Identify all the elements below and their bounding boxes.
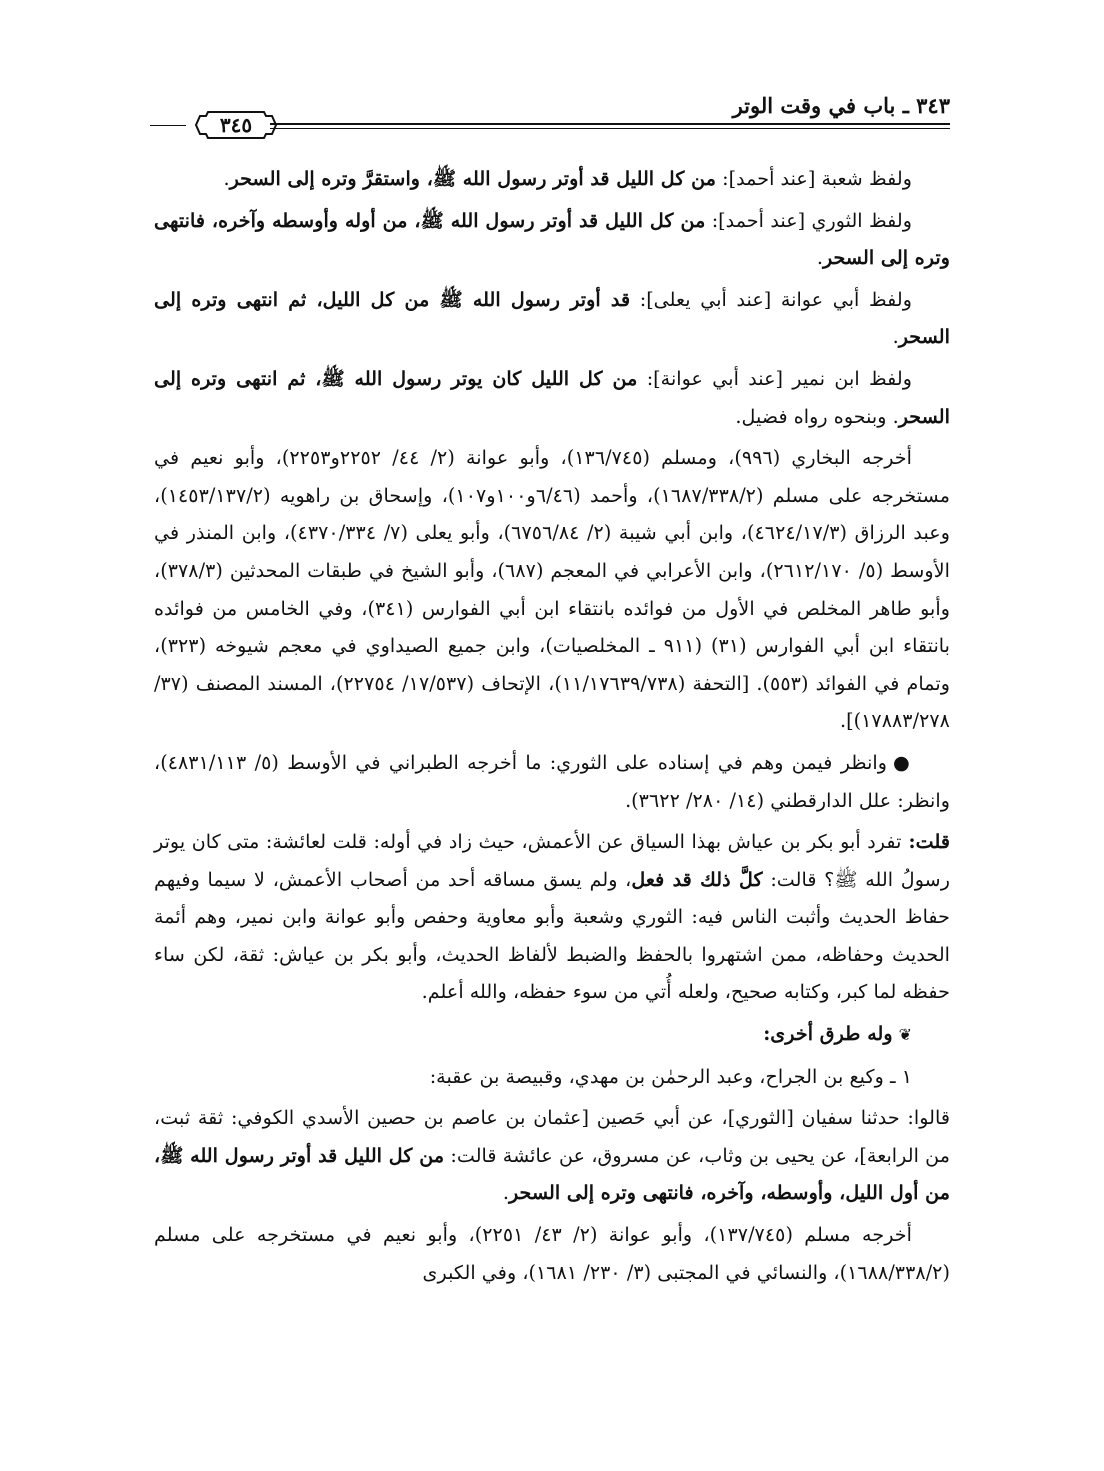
commentary-text: ، ولم يسق مساقه أحد من أصحاب الأعمش، لا سيما وفيهم حفاظ الحديث وأثبت الناس فيه: الثوري وشعبة وأبو معاوية وحفص وأبو عوانة وابن نمير، وهم أئمة الحديث وحفاظه، ممن اشتهروا بالحفظ والضبط لألفاظ الحديث، وأبو بكر بن عياش: ثقة، لكن ساء حفظه لما كبر، وكتابه صحيح، ولعله أُتي من سوء حفظه، والله أعلم. xyxy=(154,867,950,1004)
page-header xyxy=(150,92,950,140)
header-rule-left xyxy=(150,125,186,126)
bullet-icon: ● xyxy=(893,750,912,774)
paragraph xyxy=(154,281,950,356)
note-text: وانظر فيمن وهم في إسناده على الثوري: ما أخرجه الطبراني في الأوسط (٥/ ٤٨٣١/١١٣)، وانظر: علل الدارقطني (١٤/ ٢٨٠/ ٣٦٢٢). xyxy=(154,750,950,812)
paragraph xyxy=(154,1099,950,1212)
commentary-paragraph xyxy=(154,823,950,1011)
hadith-text: من كل الليل كان يوتر رسول الله ﷺ، ثم انتهى وتره إلى السحر xyxy=(154,366,950,428)
header-rule-thin xyxy=(270,128,950,129)
narration-tail: . xyxy=(502,1181,509,1205)
paragraph xyxy=(154,360,950,435)
page-number-badge xyxy=(194,110,278,140)
page-number: ٣٤٥ xyxy=(219,113,253,137)
hadith-text: قد أوتر رسول الله ﷺ من كل الليل، ثم انتهى وتره إلى السحر xyxy=(154,287,950,349)
commentary-text: تفرد أبو بكر بن عياش بهذا السياق عن الأعمش، حيث زاد في أوله: قلت لعائشة: متى كان يوتر رسولُ الله ﷺ؟ قالت: xyxy=(154,830,950,891)
header-rule-thick xyxy=(270,123,950,125)
narration-tail: . xyxy=(816,246,823,270)
commentary-lead: قلت: xyxy=(901,830,950,854)
isnad-text: قالوا: حدثنا سفيان [الثوري]، عن أبي حَصين [عثمان بن عاصم بن حصين الأسدي الكوفي: ثقة ثبت، من الرابعة]، عن يحيى بن وثاب، عن مسروق، عن عائشة قالت: xyxy=(154,1106,951,1167)
narration-tail: . xyxy=(223,167,230,190)
hadith-text: كلَّ ذلك قد فعل xyxy=(631,867,763,891)
takhrij-paragraph: أخرجه البخاري (٩٩٦)، ومسلم (١٣٦/٧٤٥)، وأبو عوانة (٢/ ٤٤/ ٢٢٥٢و٢٢٥٣)، وأبو نعيم في مستخرجه على مسلم (١٦٨٧/٣٣٨/٢)، وأحمد (٦/٤٦و١٠٠و١٠٧)، وإسحاق بن راهويه (١٤٥٣/١٣٧/٢)، وعبد الرزاق (٤٦٢٤/١٧/٣)، وابن أبي شيبة (٢/ ٦٧٥٦/٨٤)، وأبو يعلى (٧/ ٤٣٧٠/٣٣٤)، وابن المنذر في الأوسط (٥/ ٢٦١٢/١٧٠)، وابن الأعرابي في المعجم (٦٨٧)، وأبو الشيخ في طبقات المحدثين (٣٧٨/٣)، وأبو طاهر المخلص في الأول من فوائده بانتقاء ابن أبي الفوارس (٣٤١)، وفي الخامس من فوائده بانتقاء ابن أبي الفوارس (٣١) (٩١١ ـ المخلصيات)، وابن جميع الصيداوي في معجم شيوخه (٣٢٣)، وتمام في الفوائد (٥٥٣). [التحفة (١١/١٧٦٣٩/٧٣٨)، الإتحاف (١٧/٥٣٧/ ٢٢٧٥٤)، المسند المصنف (٣٧/ ١٧٨٨٣/٢٧٨)]. xyxy=(154,446,950,733)
page-body xyxy=(154,160,950,1295)
leaf-icon: ❦ xyxy=(898,1025,912,1045)
chain-heading: ١ ـ وكيع بن الجراح، وعبد الرحمٰن بن مهدي، وقبيصة بن عقبة: xyxy=(429,1064,912,1088)
chapter-title: ٣٤٣ ـ باب في وقت الوتر xyxy=(732,93,950,118)
narration-lead: ولفظ شعبة [عند أحمد]: xyxy=(716,167,912,190)
hadith-text: من كل الليل قد أوتر رسول الله ﷺ، من أول الليل، وأوسطه، وآخره، فانتهى وتره إلى السحر xyxy=(154,1143,950,1205)
paragraph xyxy=(154,160,950,198)
narration-lead: ولفظ أبي عوانة [عند أبي يعلى]: xyxy=(630,287,913,311)
narration-lead: ولفظ ابن نمير [عند أبي عوانة]: xyxy=(637,366,912,390)
narration-tail: . وبنحوه رواه فضيل. xyxy=(735,404,899,428)
takhrij-paragraph: أخرجه مسلم (١٣٧/٧٤٥)، وأبو عوانة (٢/ ٤٣/ ٢٢٥١)، وأبو نعيم في مستخرجه على مسلم (١٦٨٨/٣٣٨/٢)، والنسائي في المجتبى (٣/ ٢٣٠/ ١٦٨١)، وفي الكبرى xyxy=(154,1223,950,1284)
section-heading xyxy=(154,1015,950,1054)
note-paragraph xyxy=(154,744,950,819)
section-heading-text: وله طرق أخرى: xyxy=(763,1022,893,1046)
narration-tail: . xyxy=(892,325,899,349)
paragraph xyxy=(154,202,950,277)
hadith-text: من كل الليل قد أوتر رسول الله ﷺ، واستقرَّ وتره إلى السحر xyxy=(229,167,717,190)
narration-lead: ولفظ الثوري [عند أحمد]: xyxy=(705,208,912,232)
hadith-text: من كل الليل قد أوتر رسول الله ﷺ، من أوله وأوسطه وآخره، فانتهى وتره إلى السحر xyxy=(154,208,950,270)
